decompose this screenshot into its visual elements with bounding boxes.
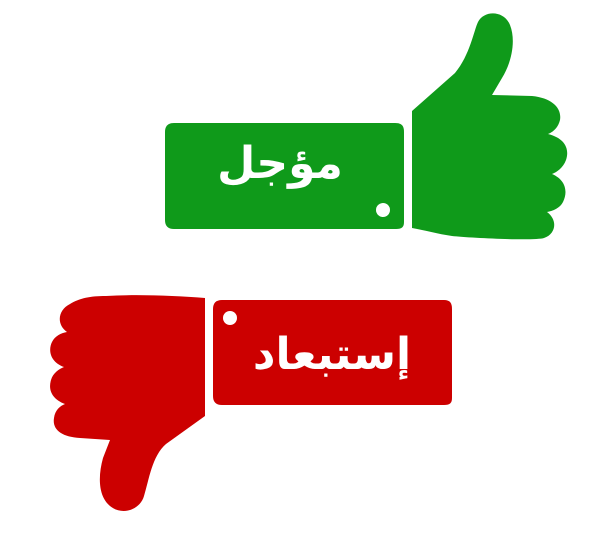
thumbs-down-label: إستبعاد: [252, 329, 412, 380]
thumbs-up-hand: [412, 13, 567, 239]
thumbs-up-label: مؤجل: [217, 138, 343, 189]
thumbs-down-icon: [50, 295, 452, 511]
thumbs-up-icon: [165, 13, 567, 239]
thumbs-down-tag-hole: [223, 311, 237, 325]
thumbs-down-hand: [50, 295, 205, 511]
thumbs-up-tag-hole: [376, 203, 390, 217]
